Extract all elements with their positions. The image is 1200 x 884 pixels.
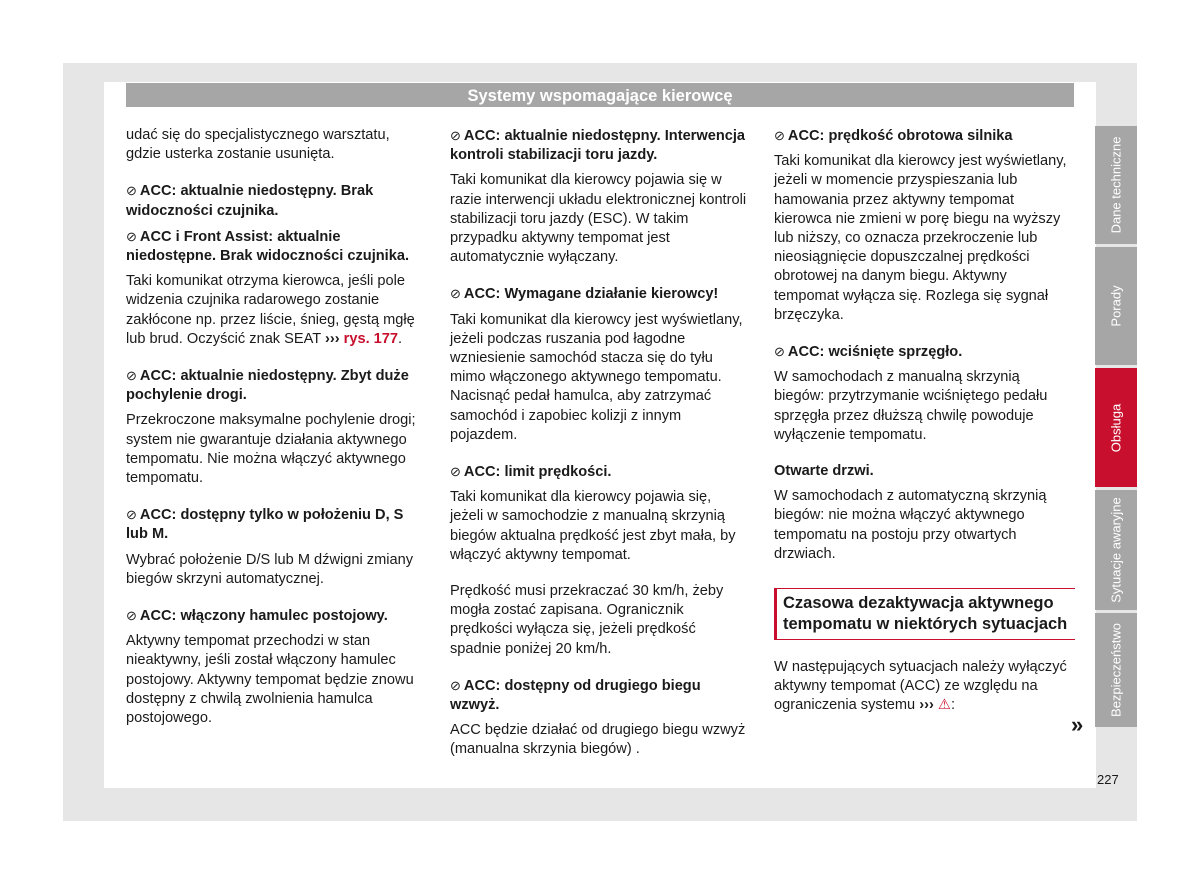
message-text: W samochodach z manualną skrzynią biegów: przytrzymanie wciśniętego pedału sprzęgła przez dłuższą chwilę powoduje wyłączenie tempomatu. [774,369,1048,443]
message-text: Wybrać położenie D/S lub M dźwigni zmiany biegów skrzyni automatycznej. [126,551,413,587]
speedometer-icon: ⊘ [774,128,785,143]
message-heading: ⊘ ACC: aktualnie niedostępny. Interwencja kontroli stabilizacji toru jazdy. [450,128,746,164]
tab-sytuacje-awaryjne[interactable]: Sytuacje awaryjne [1095,490,1137,610]
message-heading: ⊘ ACC i Front Assist: aktualnie niedostępne. Brak widoczności czujnika. [126,228,410,265]
speedometer-icon: ⊘ [450,677,461,693]
message-heading: ⊘ ACC: dostępny od drugiego biegu wzwyż. [450,677,701,714]
subsection-box [774,588,1075,640]
section-header: Systemy wspomagające kierowcę [126,83,1074,107]
column-3 [774,126,1072,733]
intro-text: udać się do specjalistycznego warsztatu, gdzie usterka zostanie usunięta. [126,127,390,163]
message-text: Taki komunikat dla kierowcy jest wyświetlany, jeżeli w momencie przyspieszania lub hamowania przez aktywny tempomat kierowca nie zmieni w porę biegu na wyższy lub niższy, co oznacza przekroczenie lub nieosiągnięcie dopuszczalnej prędkości obrotowej na danym biegu. Aktywny tempomat wyłącza się. Rozlega się sygnał brzęczyka. [774,153,1067,323]
speedometer-icon: ⊘ [774,344,785,360]
message-text: ACC będzie działać od drugiego biegu wzwyż (manualna skrzynia biegów) . [450,722,746,758]
message-text: Taki komunikat dla kierowcy pojawia się, jeżeli w samochodzie z manualną skrzynią biegów aktualna prędkość jest zbyt mała, by włączyć aktywny tempomat. [450,489,736,563]
message-heading: ⊘ ACC: Wymagane działanie kierowcy! [450,286,719,303]
speedometer-icon: ⊘ [126,228,137,244]
column-2 [450,126,748,777]
speedometer-icon: ⊘ [126,183,137,199]
message-heading: ⊘ ACC: wciśnięte sprzęgło. [774,344,963,361]
tab-bezpieczenstwo[interactable]: Bezpieczeństwo [1095,613,1137,727]
message-heading: ⊘ ACC: prędkość obrotowa silnika [774,128,1013,144]
reference-arrow: ››› [325,330,340,347]
subsection-title: Czasowa dezaktywacja aktywnego tempomatu w niektórych sytuacjach [783,594,1068,634]
speedometer-icon: ⊘ [450,128,461,143]
tab-dane-techniczne[interactable]: Dane techniczne [1095,126,1137,244]
speedometer-icon: ⊘ [450,464,461,480]
message-heading: ⊘ ACC: aktualnie niedostępny. Brak widoczności czujnika. [126,183,374,219]
message-text: Taki komunikat dla kierowcy jest wyświetlany, jeżeli podczas ruszania pod łagodne wzniesienie samochód stacza się do tyłu mimo włączonego aktywnego tempomatu. Nacisnąć pedał hamulca, aby zatrzymać samochód i zapobiec kolizji z innym pojazdem. [450,311,743,443]
column-1 [126,126,424,745]
page-number: 227 [1097,772,1119,787]
warning-icon[interactable]: ⚠ [937,697,951,714]
speedometer-icon: ⊘ [126,507,137,523]
tab-porady[interactable]: Porady [1095,247,1137,365]
reference-arrow: ››› [919,697,934,714]
tab-obsluga[interactable]: Obsługa [1095,368,1137,487]
message-text: Taki komunikat otrzyma kierowca, jeśli pole widzenia czujnika radarowego zostanie zakłócone np. przez liście, śnieg, gęstą mgłę lub brud. Oczyścić znak SEAT ››› rys. 177. [126,273,415,347]
continue-arrow-icon: » [1071,712,1084,737]
message-text: Aktywny tempomat przechodzi w stan nieaktywny, jeśli został włączony hamulec postojowy. Aktywny tempomat będzie znowu dostępny z chwilą zwolnienia hamulca postojowego. [126,633,414,727]
speedometer-icon: ⊘ [450,286,461,302]
message-text: W samochodach z automatyczną skrzynią biegów: nie można włączyć aktywnego tempomatu na postoju przy otwartych drzwiach. [774,488,1047,562]
message-text: Prędkość musi przekraczać 30 km/h, żeby mogła zostać zapisana. Ogranicznik prędkości wyłącza się, jeżeli prędkość spadnie poniżej 20 km/h. [450,583,724,657]
message-text: W następujących sytuacjach należy wyłączyć aktywny tempomat (ACC) ze względu na ograniczenia systemu ››› ⚠: [774,658,1072,716]
message-heading: ⊘ ACC: włączony hamulec postojowy. [126,608,388,625]
speedometer-icon: ⊘ [126,608,137,624]
speedometer-icon: ⊘ [126,368,137,384]
message-heading: ⊘ ACC: limit prędkości. [450,464,612,481]
figure-reference-link[interactable]: rys. 177 [343,330,399,347]
message-heading: ⊘ ACC: dostępny tylko w położeniu D, S lub M. [126,507,404,543]
message-text: Taki komunikat dla kierowcy pojawia się w razie interwencji układu elektronicznej kontroli stabilizacji toru jazdy (ESC). W takim przypadku aktywny tempomat jest automatycznie wyłączany. [450,172,747,266]
message-heading: Otwarte drzwi. [774,463,874,480]
message-heading: ⊘ ACC: aktualnie niedostępny. Zbyt duże pochylenie drogi. [126,368,409,404]
message-text: Przekroczone maksymalne pochylenie drogi; system nie gwarantuje działania aktywnego tempomatu. Nie można włączyć aktywnego tempomatu. [126,412,416,487]
